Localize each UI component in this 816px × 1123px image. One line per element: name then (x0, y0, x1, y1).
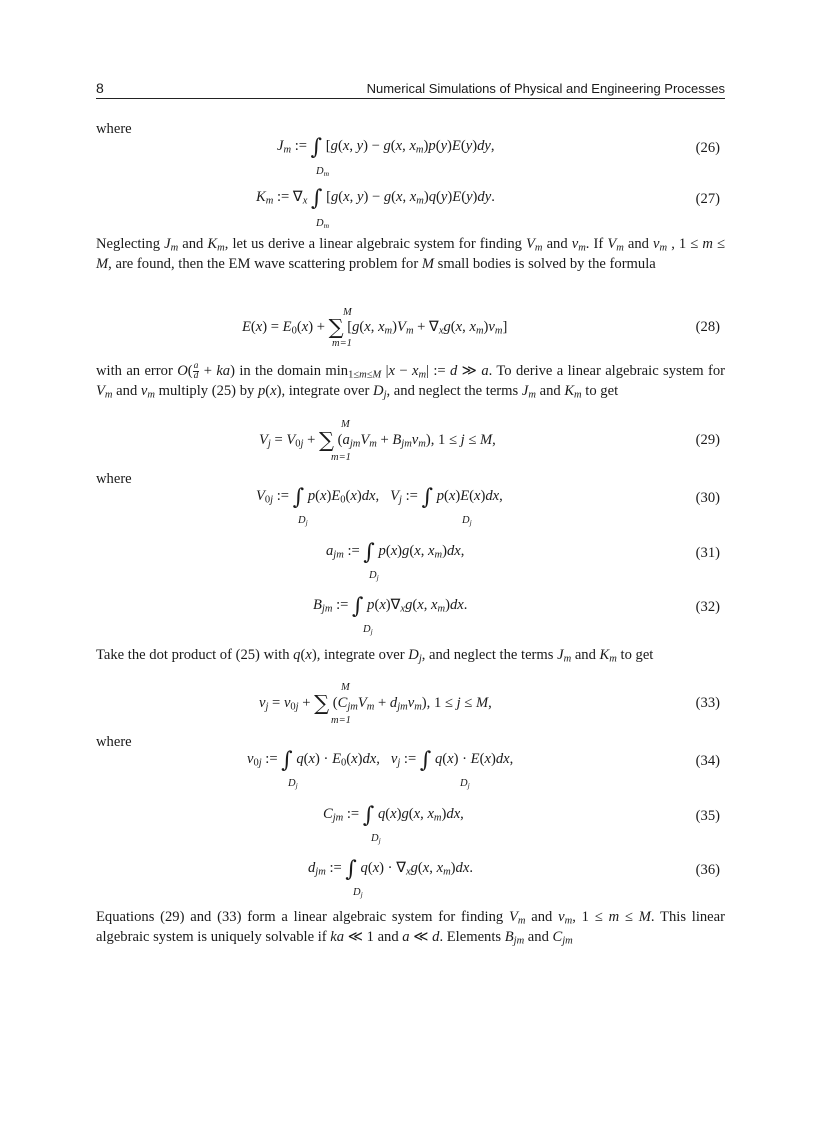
eq30-lower-limit-1: $D_j$ (298, 515, 308, 527)
eq30-lower-limit-2: $D_j$ (462, 515, 472, 527)
eq32-lower-limit: $D_j$ (363, 624, 373, 636)
eq28-lower-limit: m=1 (332, 338, 352, 349)
equation-27-number: (27) (695, 191, 720, 207)
equation-36-number: (36) (695, 862, 720, 878)
paragraph-4: Equations (29) and (33) form a linear algebraic system for finding $V_m$ and $v_m$, 1 ≤ m ≤ M. This linear algebraic system is uniquely solvable if ka ≪ 1 and a ≪ d. Elements $B_{jm}$ and $C_{jm}$ (96, 909, 726, 947)
eq28-upper-limit: M (343, 307, 352, 318)
equation-26-number: (26) (695, 140, 720, 156)
header-rule (96, 98, 725, 99)
equation-33-number: (33) (695, 695, 720, 711)
equation-35-number: (35) (695, 808, 720, 824)
eq34-lower-limit-1: $D_j$ (288, 778, 298, 790)
eq26-lower-limit: $D_m$ (316, 166, 330, 178)
equation-30-number: (30) (695, 490, 720, 506)
equation-31: $a_{jm}$ := ∫ p(x)g(x, $x_m)dx$, (326, 540, 465, 565)
eq33-lower-limit: m=1 (331, 715, 351, 726)
equation-32-number: (32) (695, 599, 720, 615)
equation-33: $v_j = v_{0j}$ + ∑ $(C_{jm}V_m + d_{jm}v_m)$, 1 ≤ j ≤ M, (259, 691, 492, 715)
eq35-lower-limit: $D_j$ (371, 833, 381, 845)
where-label-2: where (96, 471, 132, 487)
equation-29: $V_j = V_{0j}$ + ∑ $(a_{jm}V_m + B_{jm}v_m)$, 1 ≤ j ≤ M, (259, 428, 496, 452)
equation-29-number: (29) (695, 432, 720, 448)
equation-31-number: (31) (695, 545, 720, 561)
paragraph-1: Neglecting $J_m$ and $K_m$, let us derive a linear algebraic system for finding $V_m$ and $v_m$. If $V_m$ and $v_m$ , 1 ≤ m ≤ M, are found, then the EM wave scattering problem for M small bodies is solved by the formula (96, 236, 725, 272)
eq36-lower-limit: $D_j$ (353, 887, 363, 899)
equation-34-number: (34) (695, 753, 720, 769)
equation-35: $C_{jm}$ := ∫ q(x)g(x, $x_m)dx$, (323, 803, 464, 828)
equation-36: $d_{jm}$ := ∫ $q(x) \cdot \nabla_xg(x$, $x_m)dx$. (308, 857, 473, 882)
eq34-lower-limit-2: $D_j$ (460, 778, 470, 790)
paragraph-3: Take the dot product of (25) with q(x), integrate over $D_j$, and neglect the terms $J_m$ and $K_m$ to get (96, 647, 654, 665)
paragraph-2: with an error O( $\frac{a}{d}$ + ka) in the domain $\min_{1\le m\le M} |x - x_m|$ := d ≫ a. To derive a linear algebraic system for $V_m$ and $v_m$ multiply (25) by p(x), integrate over $D_j$, and neglect the terms $J_m$ and $K_m$ to get (96, 361, 725, 401)
eq29-upper-limit: M (341, 419, 350, 430)
where-label-1: where (96, 121, 132, 137)
equation-28-number: (28) (695, 319, 720, 335)
equation-32: $B_{jm}$ := ∫ $p(x)\nabla_xg(x$, $x_m)dx$. (313, 594, 468, 619)
equation-26: $J_m$ := ∫ [g(x, y) − g(x, $x_m)p(y)E(y)dy$, (277, 135, 495, 160)
equation-27: $K_m$ := $\nabla_x$ ∫ [g(x, y) − g(x, $x_m)q(y)E(y)dy$. (256, 186, 495, 211)
eq33-upper-limit: M (341, 682, 350, 693)
equation-34: $v_{0j}$ := ∫ $q(x) \cdot E_0(x)dx$, $v_j$ := ∫ q(x) · E(x)dx, (247, 748, 514, 773)
where-label-3: where (96, 734, 132, 750)
equation-28: $E(x) = E_0(x)$ + ∑ [g(x, $x_m)V_m + \nabla_xg(x$, $x_m)v_m$] (242, 315, 508, 339)
eq31-lower-limit: $D_j$ (369, 570, 379, 582)
eq29-lower-limit: m=1 (331, 452, 351, 463)
equation-30: $V_{0j}$ := ∫ $p(x)E_0(x)dx$, $V_j$ := ∫ p(x)E(x)dx, (256, 485, 503, 510)
running-header-title: Numerical Simulations of Physical and Engineering Processes (366, 81, 725, 96)
page-number: 8 (96, 80, 104, 96)
eq27-lower-limit: $D_m$ (316, 218, 330, 230)
